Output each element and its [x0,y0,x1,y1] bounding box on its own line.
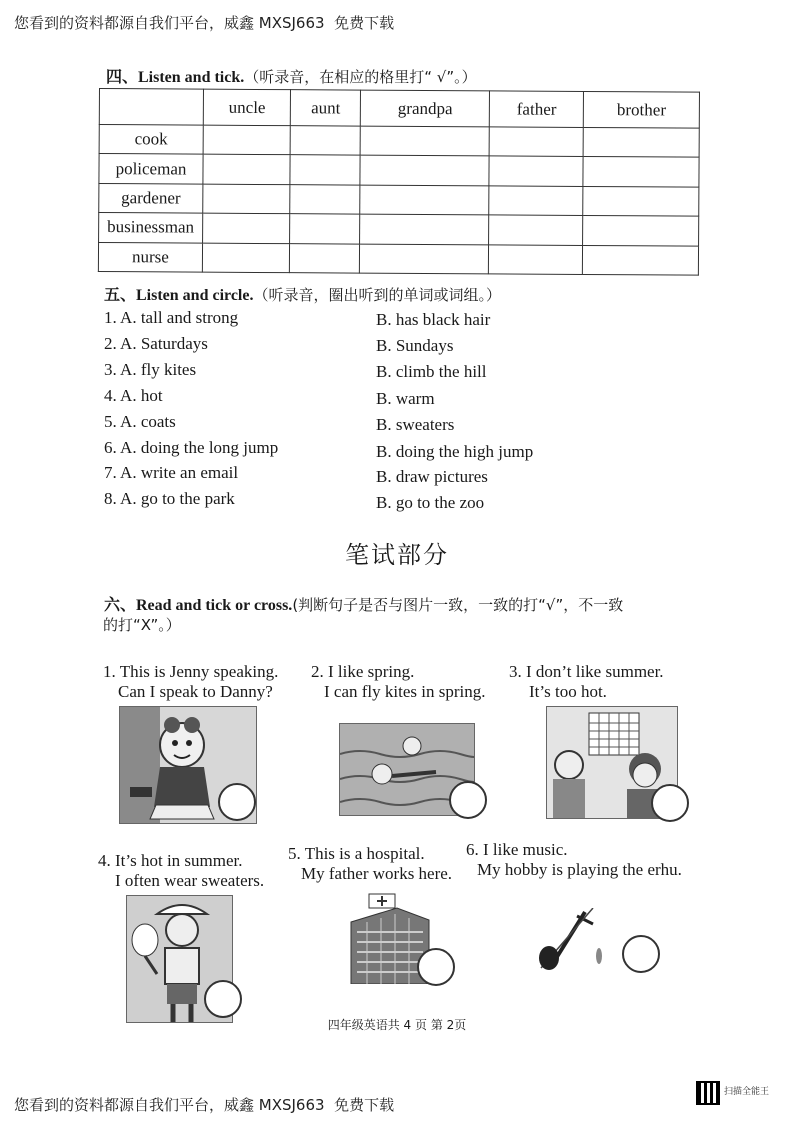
column-header: father [490,91,584,128]
section6-instruction: (判断句子是否与图片一致，一致的打“√”，不一致 [292,596,624,614]
qr-code-icon [696,1081,720,1105]
tick-cell[interactable] [203,155,291,185]
tick-cell[interactable] [583,157,699,187]
option-b[interactable]: B. warm [376,389,435,408]
option-a[interactable]: 4. A. hot [104,386,163,405]
item-caption [466,840,682,880]
answer-circle[interactable] [417,948,455,986]
answer-circle[interactable] [218,783,256,821]
caption-line: My father works here. [301,864,453,883]
tick-cell[interactable] [583,245,699,275]
tick-cell[interactable] [290,214,360,244]
section6-instruction-cont: 的打“X”。） [103,616,181,634]
top-banner: 您看到的资料都源自我们平台，威鑫 MXSJ663 免费下载 [14,14,395,32]
item-caption [311,662,485,702]
column-header: brother [583,91,699,128]
option-a[interactable]: 7. A. write an email [104,463,239,482]
row-label: gardener [99,183,203,213]
column-header: aunt [291,90,361,126]
caption-line: My hobby is playing the erhu. [477,860,682,879]
tick-cell[interactable] [489,244,583,274]
tick-cell[interactable] [203,184,291,214]
option-b[interactable]: B. has black hair [376,310,491,329]
table-row [99,154,699,187]
listen-tick-table [98,88,700,276]
table-row [99,125,699,158]
answer-circle[interactable] [651,784,689,822]
option-a[interactable]: 6. A. doing the long jump [104,438,279,457]
tick-cell[interactable] [360,244,489,274]
caption-line: 1. This is Jenny speaking. [103,662,279,681]
caption-line: It’s too hot. [529,682,607,701]
row-label: cook [99,125,203,155]
tick-cell[interactable] [291,126,361,156]
tick-cell[interactable] [203,213,291,243]
tick-cell[interactable] [489,215,583,245]
table-header-row [99,89,699,129]
tick-cell[interactable] [290,184,360,214]
option-b[interactable]: B. doing the high jump [376,442,534,461]
tick-cell[interactable] [489,156,583,186]
column-header: grandpa [361,90,490,127]
option-a[interactable]: 8. A. go to the park [104,489,235,508]
table-row [99,213,699,246]
section6-title: 六、Read and tick or cross. [104,597,293,614]
table-corner-cell [99,89,203,126]
caption-line: 2. I like spring. [311,662,415,681]
tick-cell[interactable] [290,243,360,273]
table-row [98,242,698,275]
item-caption [103,662,278,702]
item-caption [98,851,264,891]
bottom-banner: 您看到的资料都源自我们平台，威鑫 MXSJ663 免费下载 [14,1096,395,1114]
option-b[interactable]: B. go to the zoo [376,493,485,512]
tick-cell[interactable] [583,216,699,246]
option-a[interactable]: 2. A. Saturdays [104,334,208,353]
tick-cell[interactable] [290,155,360,185]
caption-line: I can fly kites in spring. [324,682,486,701]
scanner-brand: 扫描全能王 [724,1087,770,1097]
tick-cell[interactable] [202,243,290,273]
row-label: nurse [98,242,202,272]
page-footer: 四年级英语共 4 页 第 2页 [327,1018,467,1032]
tick-cell[interactable] [360,155,489,185]
answer-circle[interactable] [622,935,660,973]
row-label: businessman [99,213,203,243]
column-header: uncle [203,89,291,126]
caption-line: 5. This is a hospital. [288,844,425,863]
option-a[interactable]: 3. A. fly kites [104,360,197,379]
option-b[interactable]: B. Sundays [376,336,454,355]
erhu-picture [533,908,603,978]
tick-cell[interactable] [203,125,291,155]
item-caption [288,844,452,884]
caption-line: 3. I don’t like summer. [509,662,664,681]
section4-instruction: （听录音，在相应的格里打“ √”。） [244,68,477,86]
item-caption [509,662,664,702]
option-b[interactable]: B. draw pictures [376,467,488,486]
tick-cell[interactable] [360,126,489,156]
tick-cell[interactable] [489,127,583,157]
caption-line: I often wear sweaters. [115,871,265,890]
tick-cell[interactable] [583,127,699,157]
table-row [99,183,699,216]
answer-circle[interactable] [449,781,487,819]
caption-line: 4. It’s hot in summer. [98,851,243,870]
tick-cell[interactable] [489,186,583,216]
option-a[interactable]: 5. A. coats [104,412,176,431]
section5-instruction: （听录音，圈出听到的单词或词组。） [253,286,501,304]
erhu-illustration [533,908,603,978]
answer-circle[interactable] [204,980,242,1018]
row-label: policeman [99,154,203,184]
option-b[interactable]: B. sweaters [376,415,455,434]
section6-heading [104,592,623,615]
caption-line: Can I speak to Danny? [118,682,273,701]
section4-title: 四、Listen and tick. [106,69,245,86]
option-a[interactable]: 1. A. tall and strong [104,308,239,327]
tick-cell[interactable] [360,214,489,244]
written-part-heading: 笔试部分 [345,541,449,569]
tick-cell[interactable] [360,185,489,215]
section4-heading [106,64,477,87]
section5-heading [104,282,501,305]
tick-cell[interactable] [583,186,699,216]
section5-title: 五、Listen and circle. [104,287,254,304]
option-b[interactable]: B. climb the hill [376,362,487,381]
caption-line: 6. I like music. [466,840,568,859]
